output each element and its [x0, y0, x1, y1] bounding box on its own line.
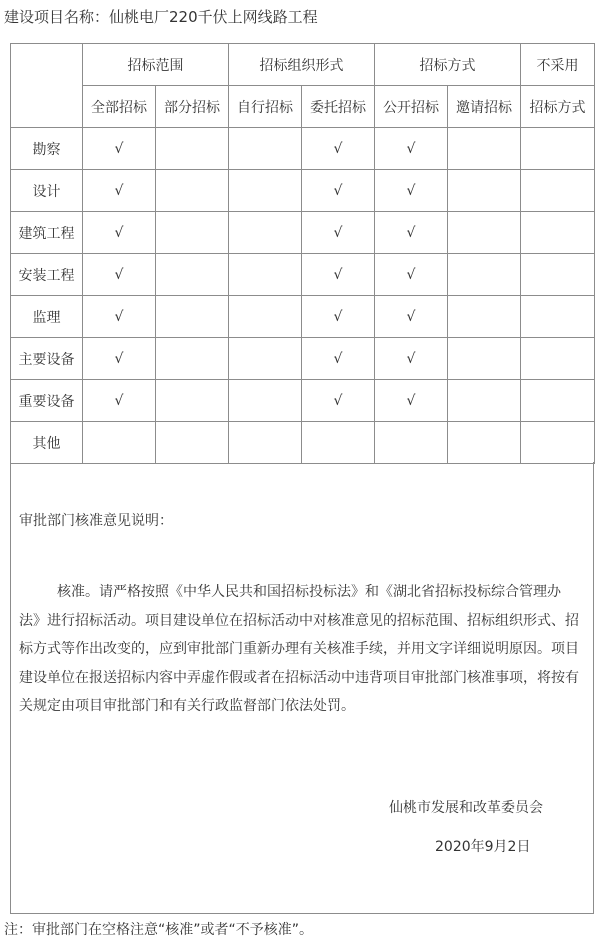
empty-cell [229, 380, 302, 422]
check-mark-cell: √ [375, 380, 448, 422]
empty-cell [156, 338, 229, 380]
row-label: 其他 [11, 422, 83, 464]
check-mark-cell: √ [83, 212, 156, 254]
check-mark-cell: √ [83, 254, 156, 296]
check-mark-cell: √ [375, 212, 448, 254]
empty-cell [229, 296, 302, 338]
check-mark-cell: √ [83, 380, 156, 422]
check-mark-cell: √ [83, 128, 156, 170]
empty-cell [229, 338, 302, 380]
row-label: 监理 [11, 296, 83, 338]
empty-cell [156, 380, 229, 422]
header-row-sub [11, 86, 595, 128]
corner-cell [11, 44, 83, 128]
footnote: 注：审批部门在空格注意“核准”或者“不予核准”。 [4, 922, 314, 938]
empty-cell [448, 212, 521, 254]
opinion-box [10, 462, 594, 914]
empty-cell [229, 422, 302, 464]
empty-cell [229, 170, 302, 212]
check-mark-cell: √ [302, 254, 375, 296]
check-mark-cell: √ [83, 170, 156, 212]
sub-header: 公开招标 [375, 86, 448, 128]
table-row [11, 212, 595, 254]
row-label: 建筑工程 [11, 212, 83, 254]
empty-cell [448, 338, 521, 380]
sub-header: 自行招标 [229, 86, 302, 128]
check-mark-cell: √ [375, 170, 448, 212]
empty-cell [156, 170, 229, 212]
empty-cell [229, 128, 302, 170]
signing-date: 2020年9月2日 [435, 839, 531, 855]
sub-header: 部分招标 [156, 86, 229, 128]
empty-cell [229, 254, 302, 296]
row-label: 安装工程 [11, 254, 83, 296]
check-mark-cell: √ [302, 338, 375, 380]
empty-cell [521, 296, 595, 338]
empty-cell [156, 128, 229, 170]
empty-cell [521, 212, 595, 254]
empty-cell [302, 422, 375, 464]
table-row [11, 128, 595, 170]
empty-cell [156, 422, 229, 464]
empty-cell [521, 254, 595, 296]
empty-cell [229, 212, 302, 254]
group-header: 招标方式 [375, 44, 521, 86]
signing-organization: 仙桃市发展和改革委员会 [389, 800, 543, 816]
opinion-body: 核准。请严格按照《中华人民共和国招标投标法》和《湖北省招标投标综合管理办法》进行招标活动。项目建设单位在招标活动中对核准意见的招标范围、招标组织形式、招标方式等作出改变的，应到审批部门重新办理有关核准手续，并用文字详细说明原因。项目建设单位在报送招标内容中弄虚作假或者在招标活动中违背项目审批部门核准事项，将按有关规定由项目审批部门和有关行政监督部门依法处罚。 [19, 584, 579, 714]
empty-cell [521, 380, 595, 422]
sub-header: 委托招标 [302, 86, 375, 128]
opinion-heading: 审批部门核准意见说明： [19, 513, 173, 529]
empty-cell [156, 296, 229, 338]
empty-cell [448, 128, 521, 170]
table-row [11, 170, 595, 212]
empty-cell [375, 422, 448, 464]
empty-cell [156, 254, 229, 296]
empty-cell [156, 212, 229, 254]
header-row-groups [11, 44, 595, 86]
empty-cell [83, 422, 156, 464]
empty-cell [521, 170, 595, 212]
sub-header: 邀请招标 [448, 86, 521, 128]
group-header: 招标组织形式 [229, 44, 375, 86]
empty-cell [448, 254, 521, 296]
check-mark-cell: √ [302, 380, 375, 422]
table-row [11, 338, 595, 380]
check-mark-cell: √ [375, 338, 448, 380]
sub-header: 全部招标 [83, 86, 156, 128]
approval-table [10, 43, 595, 464]
table-row [11, 254, 595, 296]
sub-header: 招标方式 [521, 86, 595, 128]
group-header: 招标范围 [83, 44, 229, 86]
empty-cell [448, 422, 521, 464]
empty-cell [521, 128, 595, 170]
empty-cell [448, 380, 521, 422]
empty-cell [521, 422, 595, 464]
row-label: 设计 [11, 170, 83, 212]
table-body [11, 128, 595, 464]
row-label: 主要设备 [11, 338, 83, 380]
check-mark-cell: √ [302, 128, 375, 170]
empty-cell [521, 338, 595, 380]
check-mark-cell: √ [375, 128, 448, 170]
check-mark-cell: √ [375, 296, 448, 338]
table-row [11, 296, 595, 338]
check-mark-cell: √ [302, 296, 375, 338]
row-label: 重要设备 [11, 380, 83, 422]
check-mark-cell: √ [83, 338, 156, 380]
project-title: 建设项目名称：仙桃电厂220千伏上网线路工程 [4, 8, 318, 26]
check-mark-cell: √ [83, 296, 156, 338]
table-row [11, 380, 595, 422]
check-mark-cell: √ [302, 212, 375, 254]
check-mark-cell: √ [375, 254, 448, 296]
row-label: 勘察 [11, 128, 83, 170]
table-row [11, 422, 595, 464]
group-header: 不采用 [521, 44, 595, 86]
check-mark-cell: √ [302, 170, 375, 212]
empty-cell [448, 170, 521, 212]
empty-cell [448, 296, 521, 338]
